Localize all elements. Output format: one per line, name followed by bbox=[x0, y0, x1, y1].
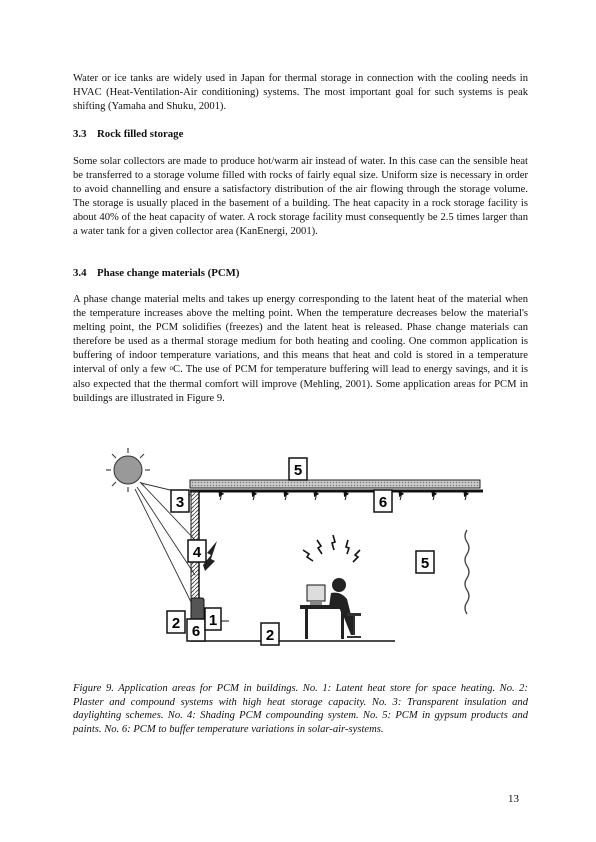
section-heading-3-4 bbox=[73, 267, 239, 279]
label-4: 4 bbox=[192, 544, 202, 561]
label-5-wall: 5 bbox=[420, 555, 430, 572]
rock-storage-paragraph: Some solar collectors are made to produce hot/warm air instead of water. In this case can the sensible heat be transferred to a storage volume filled with rocks of fairly equal size. Uniform size is necessary in order to avoid channelling and ensure a satisfactory distribution of the air flowing through the storage volume. The storage is usually placed in the basement of a building. The heat capacity in a rock storage facility is about 40% of the heat capacity of water. A rock storage facility must consequently be 2.5 times larger than a water tank for a given collector area (KanEnergi, 2001). bbox=[73, 156, 528, 238]
heat-store-unit bbox=[191, 598, 204, 620]
section-number: 3.3 bbox=[73, 128, 87, 140]
page-number: 13 bbox=[508, 793, 519, 805]
figure-caption: Figure 9. Application areas for PCM in buildings. No. 1: Latent heat store for space heating. No. 2: Plaster and compound systems with high heat storage capacity. No. 3: Transparent insulation and daylighting schemes. No. 4: Shading PCM compounding system. No. 5: PCM in gypsum products and paints. No. 6: PCM to buffer temperature variations in solar-air-systems. bbox=[73, 683, 528, 735]
pcm-paragraph bbox=[73, 293, 528, 406]
pcm-paragraph-part2: C. The use of PCM for temperature buffering will lead to energy savings, and it is also expected that the thermal comfort will improve (Mehling, 2001). Some application areas for PCM in buildings are illustrated in Figure 9. bbox=[73, 364, 528, 404]
label-2-wall: 2 bbox=[171, 615, 181, 632]
label-2-floor: 2 bbox=[265, 627, 275, 644]
label-box-6-wall bbox=[187, 619, 205, 641]
label-box-1 bbox=[205, 608, 221, 630]
label-box-3 bbox=[171, 490, 189, 512]
section-number: 3.4 bbox=[73, 267, 87, 279]
ceiling-heat-arrows bbox=[220, 493, 466, 500]
section-heading-3-3 bbox=[73, 128, 183, 140]
label-box-2-wall bbox=[167, 611, 185, 633]
intro-paragraph: Water or ice tanks are widely used in Japan for thermal storage in connection with the cooling needs in HVAC (Heat-Ventilation-Air conditioning) systems. The most important goal for such systems is peak shifting (Yamaha and Shuku, 2001). bbox=[73, 73, 528, 113]
section-title: Phase change materials (PCM) bbox=[97, 267, 240, 279]
label-box-6-ceiling bbox=[374, 490, 392, 512]
radiant-heat-lines bbox=[303, 535, 360, 562]
label-box-2-floor bbox=[261, 623, 279, 645]
label-6-ceiling: 6 bbox=[378, 494, 388, 511]
section-title: Rock filled storage bbox=[97, 128, 184, 140]
label-box-4 bbox=[188, 540, 206, 562]
roof-slab bbox=[190, 480, 480, 488]
wall-heat-wave bbox=[465, 530, 469, 614]
label-box-5-roof bbox=[289, 458, 307, 480]
pcm-paragraph-part1: A phase change material melts and takes up energy corresponding to the latent heat of the material when the temperature increases above the melting point. When the temperature decreases below the material's melting point, the PCM solidifies (freezes) and the latent heat is released. Phase change materials can therefore be used as a thermal storage medium for both heating and cooling. One common application is buffering of indoor temperature variations, and this means that heat and cold is stored in a temperature interval of only a few bbox=[73, 294, 528, 376]
label-3: 3 bbox=[175, 494, 185, 511]
person-at-desk-illustration bbox=[300, 578, 361, 639]
label-box-5-wall bbox=[416, 551, 434, 573]
degree-symbol: o bbox=[169, 364, 174, 373]
pcm-building-illustration bbox=[95, 445, 500, 675]
label-1: 1 bbox=[208, 612, 218, 629]
label-5-roof: 5 bbox=[293, 462, 303, 479]
label-6-wall: 6 bbox=[191, 623, 201, 640]
